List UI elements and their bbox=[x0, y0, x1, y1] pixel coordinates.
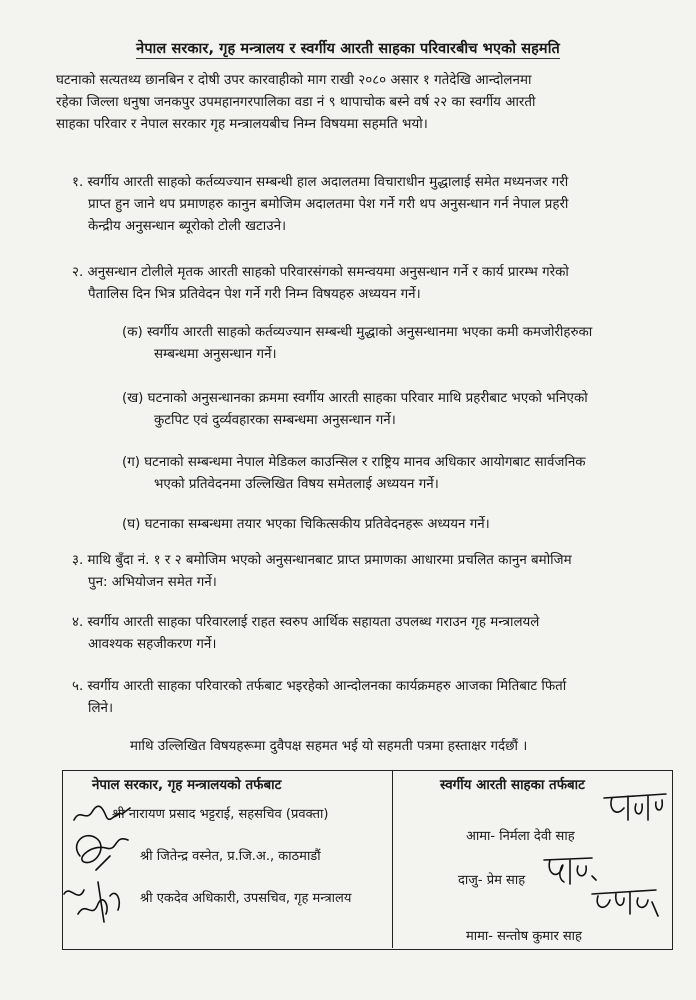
agreement-item-5 bbox=[72, 676, 662, 720]
agreement-item-3 bbox=[72, 550, 662, 594]
agreement-item-2 bbox=[72, 262, 662, 306]
item-line: ४. स्वर्गीय आरती साहका परिवारलाई राहत स्वरुप आर्थिक सहायता उपलब्ध गराउन गृह मन्त्रालयले bbox=[72, 615, 540, 630]
sub-item-line: कुटपिट एवं दुर्व्यवहारका सम्बन्धमा अनुसन्धान गर्ने। bbox=[154, 413, 396, 428]
sub-item-line: (ग) घटनाको सम्बन्धमा नेपाल मेडिकल काउन्सिल र राष्ट्रिय मानव अधिकार आयोगबाट सार्वजनिक bbox=[122, 455, 586, 470]
item-line: लिने। bbox=[88, 701, 114, 716]
left-signatory-3: श्री एकदेव अधिकारी, उपसचिव, गृह मन्त्रालय bbox=[140, 891, 352, 906]
sub-item-ka bbox=[122, 322, 667, 366]
item-line: ५. स्वर्गीय आरती साहका परिवारको तर्फबाट भइरहेको आन्दोलनका कार्यक्रमहरु आजका मितिबाट फिर्ता bbox=[72, 679, 567, 694]
item-line: प्राप्त हुन जाने थप प्रमाणहरु कानुन बमोजिम अदालतमा पेश गर्ने गरी थप अनुसन्धान गर्न नेपाल प्रहरी bbox=[88, 197, 569, 212]
intro-line: घटनाको सत्यतथ्य छानबिन र दोषी उपर कारवाहीको माग राखी २०८० असार १ गतेदेखि आन्दोलनमा bbox=[56, 73, 532, 88]
left-signatory-1: श्री नारायण प्रसाद भट्टराई, सहसचिव (प्रवक्ता) bbox=[112, 807, 329, 822]
sub-item-line: भएको प्रतिवेदनमा उल्लिखित विषय समेतलाई अध्ययन गर्ने। bbox=[154, 477, 439, 492]
item-line: १. स्वर्गीय आरती साहको कर्तव्यज्यान सम्बन्धी हाल अदालतमा विचाराधीन मुद्धालाई समेत मध्यनजर गरी bbox=[72, 175, 569, 190]
right-signatory-3: मामा- सन्तोष कुमार साह bbox=[466, 929, 582, 944]
item-line: आवश्यक सहजीकरण गर्ने। bbox=[88, 637, 217, 652]
item-line: ३. माथि बुँदा नं. १ र २ बमोजिम भएको अनुसन्धानबाट प्राप्त प्रमाणका आधारमा प्रचलित कानुन बमोजिम bbox=[72, 553, 572, 568]
document-title: नेपाल सरकार, गृह मन्त्रालय र स्वर्गीय आरती साहका परिवारबीच भएको सहमति bbox=[136, 41, 560, 57]
sub-item-line: (घ) घटनाका सम्बन्धमा तयार भएका चिकित्सकीय प्रतिवेदनहरू अध्ययन गर्ने। bbox=[122, 517, 490, 532]
agreement-item-1 bbox=[72, 172, 662, 238]
signature-table-divider bbox=[392, 770, 393, 948]
signature-scribble-2 bbox=[66, 826, 138, 874]
signature-santosh bbox=[588, 880, 662, 920]
right-signatory-2: दाजु- प्रेम साह bbox=[458, 873, 526, 888]
intro-line: साहका परिवार र नेपाल सरकार गृह मन्त्रालयबीच निम्न विषयमा सहमति भयो। bbox=[56, 117, 428, 132]
item-line: २. अनुसन्धान टोलीले मृतक आरती साहको परिवारसंगको समन्वयमा अनुसन्धान गर्ने र कार्य प्रारम्भ गरेको bbox=[72, 265, 569, 280]
signature-nirmala bbox=[602, 790, 670, 826]
sub-item-line: सम्बन्धमा अनुसन्धान गर्ने। bbox=[154, 347, 277, 362]
closing-statement: माथि उल्लिखित विषयहरूमा दुवैपक्ष सहमत भई यो सहमती पत्रमा हस्ताक्षर गर्दछौं । bbox=[130, 739, 528, 754]
left-signatory-2: श्री जितेन्द्र वस्नेत, प्र.जि.अ., काठमाडौं bbox=[140, 849, 321, 864]
item-line: केन्द्रीय अनुसन्धान ब्यूरोको टोली खटाउने। bbox=[88, 219, 287, 234]
signature-scribble-3 bbox=[58, 874, 128, 926]
sub-item-line: (ख) घटनाको अनुसन्धानका क्रममा स्वर्गीय आरती साहका परिवार माथि प्रहरीबाट भएको भनिएको bbox=[122, 391, 588, 406]
right-signatory-1: आमा- निर्मला देवी साह bbox=[466, 829, 575, 844]
item-line: पुन: अभियोजन समेत गर्ने। bbox=[88, 575, 217, 590]
item-line: पैतालिस दिन भित्र प्रतिवेदन पेश गर्ने गरी निम्न विषयहरु अध्ययन गर्ने। bbox=[88, 287, 421, 302]
left-party-heading: नेपाल सरकार, गृह मन्त्रालयको तर्फबाट bbox=[92, 778, 282, 793]
right-party-heading: स्वर्गीय आरती साहका तर्फबाट bbox=[440, 778, 585, 793]
agreement-item-4 bbox=[72, 612, 662, 656]
intro-paragraph bbox=[56, 70, 656, 136]
sub-item-gha bbox=[122, 514, 667, 536]
sub-item-kha bbox=[122, 388, 667, 432]
intro-line: रहेका जिल्ला धनुषा जनकपुर उपमहानगरपालिका वडा नं ९ थापाचोक बस्ने वर्ष २२ का स्वर्गीय आरती bbox=[56, 95, 536, 110]
sub-item-line: (क) स्वर्गीय आरती साहको कर्तव्यज्यान सम्बन्धी मुद्धाको अनुसन्धानमा भएका कमी कमजोरीहरुका bbox=[122, 325, 593, 340]
sub-item-ga bbox=[122, 452, 667, 496]
